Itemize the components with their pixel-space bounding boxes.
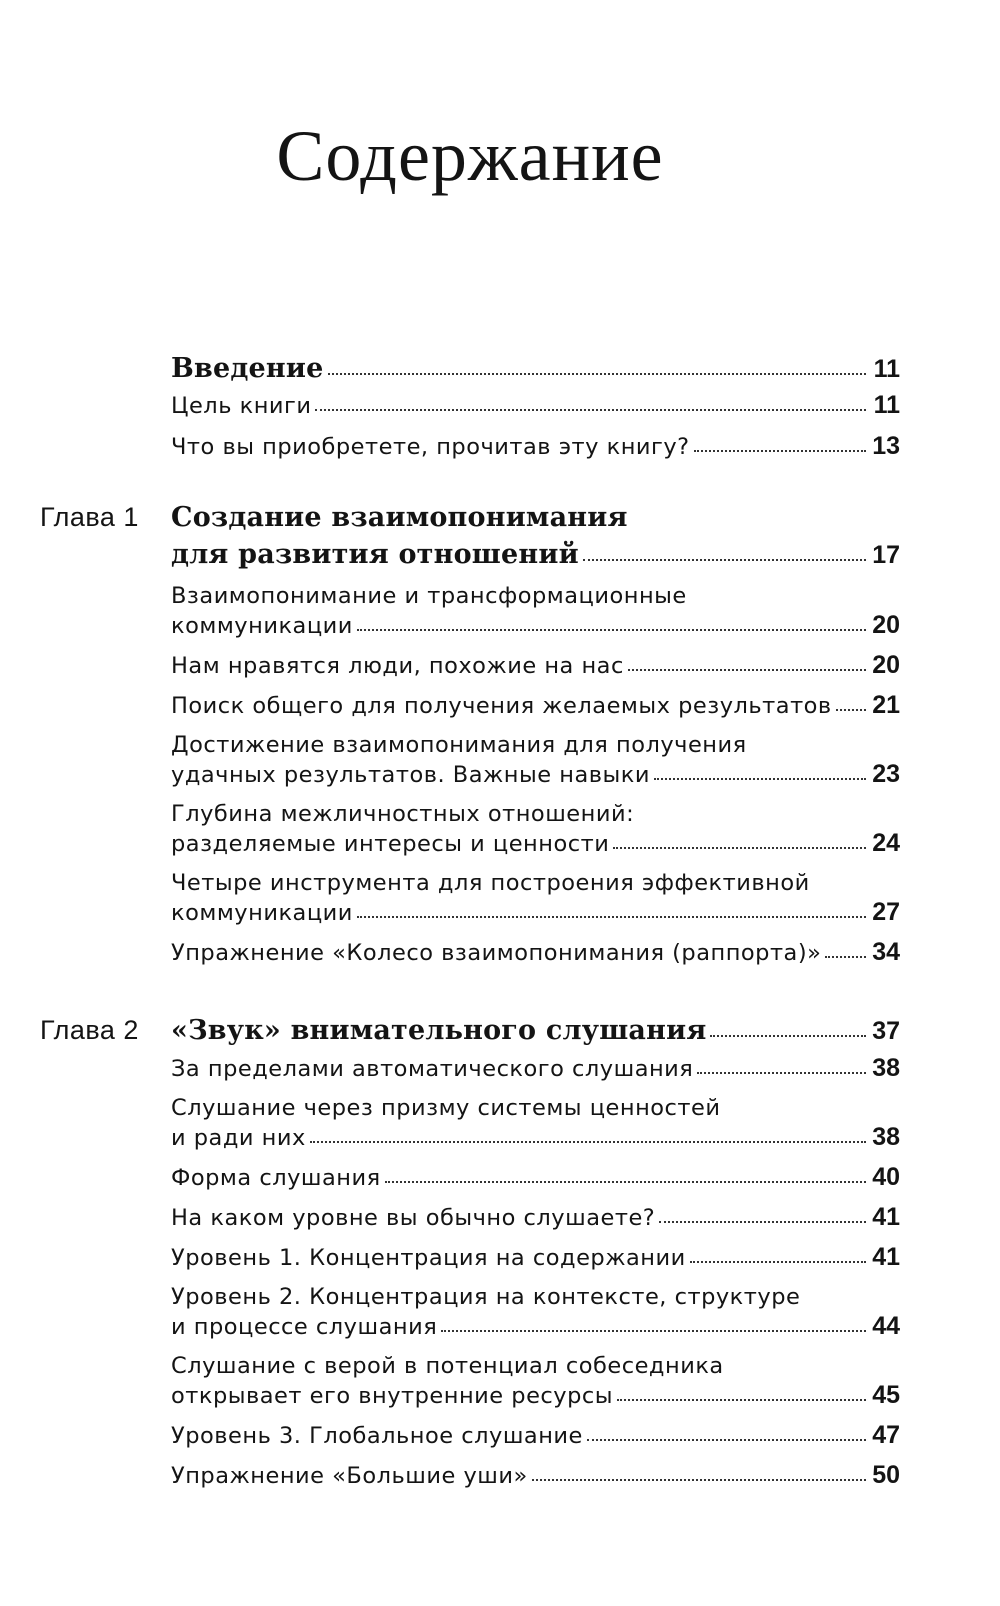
toc-item[interactable] <box>171 731 900 790</box>
dot-leader <box>825 956 866 958</box>
heading-text: Введение <box>171 353 324 384</box>
page-number: 13 <box>872 432 900 460</box>
toc-entries <box>171 350 900 462</box>
item-line-1: Достижение взаимопонимания для получения <box>171 732 747 758</box>
dot-leader <box>710 1035 866 1037</box>
dot-leader <box>385 1181 866 1183</box>
dot-leader <box>315 409 866 411</box>
toc-item[interactable] <box>171 1283 900 1342</box>
dot-leader <box>690 1261 866 1263</box>
toc-item[interactable] <box>171 691 900 721</box>
toc-item[interactable] <box>171 391 900 421</box>
toc-heading-chapter-1[interactable] <box>171 499 900 574</box>
dot-leader <box>836 709 866 711</box>
item-line-1: Взаимопонимание и трансформационные <box>171 583 687 609</box>
item-text: Упражнение «Колесо взаимопонимания (раппорта)» <box>171 940 822 966</box>
item-line-1: Четыре инструмента для построения эффективной <box>171 870 810 896</box>
page-number: 45 <box>872 1381 900 1409</box>
item-text: На каком уровне вы обычно слушаете? <box>171 1205 656 1231</box>
item-text: Нам нравятся люди, похожие на нас <box>171 653 624 679</box>
heading-line-1: Создание взаимопонимания <box>171 502 628 533</box>
dot-leader <box>617 1399 866 1401</box>
dot-leader <box>694 450 866 452</box>
heading-text: «Звук» внимательного слушания <box>171 1015 707 1046</box>
toc-heading-intro[interactable] <box>171 350 900 388</box>
page-number: 21 <box>872 691 900 719</box>
dot-leader <box>532 1479 866 1481</box>
toc-heading-chapter-2[interactable] <box>171 1012 900 1050</box>
dot-leader <box>310 1141 866 1143</box>
item-text: коммуникации <box>171 613 353 639</box>
page-number: 47 <box>872 1421 900 1449</box>
dot-leader <box>583 559 866 561</box>
page-number: 24 <box>872 829 900 857</box>
item-text: открывает его внутренние ресурсы <box>171 1383 614 1409</box>
item-text: Уровень 3. Глобальное слушание <box>171 1423 583 1449</box>
dot-leader <box>697 1072 866 1074</box>
toc-item[interactable] <box>171 1421 900 1451</box>
page-number: 41 <box>872 1243 900 1271</box>
item-text: Уровень 1. Концентрация на содержании <box>171 1245 686 1271</box>
page-number: 20 <box>872 611 900 639</box>
page-number: 38 <box>872 1123 900 1151</box>
toc-item[interactable] <box>171 869 900 928</box>
item-line-1: Слушание через призму системы ценностей <box>171 1095 721 1121</box>
dot-leader <box>357 916 866 918</box>
heading-text: для развития отношений <box>171 539 579 570</box>
item-text: и процессе слушания <box>171 1314 438 1340</box>
dot-leader <box>659 1221 866 1223</box>
toc-item[interactable] <box>171 651 900 681</box>
chapter-label: Глава 2 <box>40 1015 139 1045</box>
item-text: Цель книги <box>171 393 312 419</box>
toc-item[interactable] <box>171 1243 900 1273</box>
item-text: Форма слушания <box>171 1165 381 1191</box>
dot-leader <box>357 629 866 631</box>
dot-leader <box>654 778 866 780</box>
toc-item[interactable] <box>171 800 900 859</box>
item-line-1: Слушание с верой в потенциал собеседника <box>171 1353 724 1379</box>
item-text: Поиск общего для получения желаемых результатов <box>171 693 832 719</box>
page-number: 34 <box>872 938 900 966</box>
item-text: и ради них <box>171 1125 306 1151</box>
item-line-1: Уровень 2. Концентрация на контексте, структуре <box>171 1284 801 1310</box>
page-number: 44 <box>872 1312 900 1340</box>
page-number: 40 <box>872 1163 900 1191</box>
toc-item[interactable] <box>171 1054 900 1084</box>
toc-item[interactable] <box>171 582 900 641</box>
page-title: Содержание <box>276 116 664 196</box>
item-text: коммуникации <box>171 900 353 926</box>
toc-item[interactable] <box>171 432 900 462</box>
page-number: 11 <box>873 391 900 419</box>
item-text: разделяемые интересы и ценности <box>171 831 610 857</box>
item-text: удачных результатов. Важные навыки <box>171 762 650 788</box>
chapter-label: Глава 1 <box>40 502 139 532</box>
dot-leader <box>628 669 866 671</box>
toc-entries <box>171 1012 900 1491</box>
page-number: 17 <box>872 541 900 569</box>
toc-item[interactable] <box>171 1203 900 1233</box>
page-number: 23 <box>872 760 900 788</box>
toc-item[interactable] <box>171 1461 900 1491</box>
item-text: Упражнение «Большие уши» <box>171 1463 528 1489</box>
item-text: Что вы приобретете, прочитав эту книгу? <box>171 434 690 460</box>
page-number: 50 <box>872 1461 900 1489</box>
page-number: 20 <box>872 651 900 679</box>
page-number: 38 <box>872 1054 900 1082</box>
page-number: 37 <box>872 1017 900 1045</box>
toc-item[interactable] <box>171 1163 900 1193</box>
toc-item[interactable] <box>171 938 900 968</box>
toc-item[interactable] <box>171 1094 900 1153</box>
toc-item[interactable] <box>171 1352 900 1411</box>
item-text: За пределами автоматического слушания <box>171 1056 694 1082</box>
item-line-1: Глубина межличностных отношений: <box>171 801 635 827</box>
dot-leader <box>587 1439 866 1441</box>
dot-leader <box>328 373 867 375</box>
dot-leader <box>613 847 866 849</box>
toc-entries <box>171 499 900 968</box>
dot-leader <box>441 1330 866 1332</box>
page-number: 11 <box>873 355 900 383</box>
page-number: 41 <box>872 1203 900 1231</box>
page-number: 27 <box>872 898 900 926</box>
